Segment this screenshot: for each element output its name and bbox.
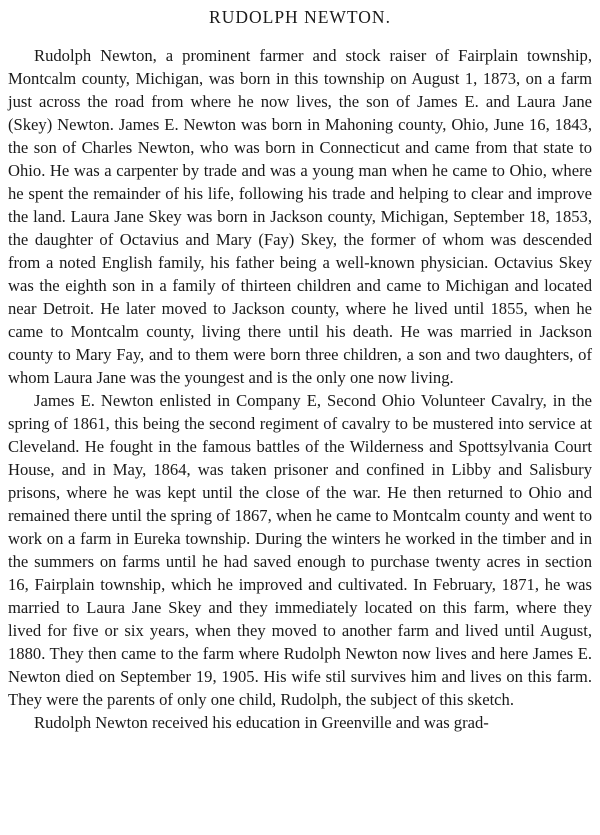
- document-page: [8, 6, 592, 734]
- page-title: RUDOLPH NEWTON.: [209, 7, 391, 27]
- paragraph-1: Rudolph Newton, a prominent farmer and stock raiser of Fairplain township, Montcalm county, Michigan, was born in this township on August 1, 1873, on a farm just across the road from where he now lives, the son of James E. and Laura Jane (Skey) Newton. James E. Newton was born in Mahoning county, Ohio, June 16, 1843, the son of Charles Newton, who was born in Connecticut and came from that state to Ohio. He was a carpenter by trade and was a young man when he came to Ohio, where he spent the remainder of his life, following his trade and helping to clear and improve the land. Laura Jane Skey was born in Jackson county, Michigan, September 18, 1853, the daughter of Octavius and Mary (Fay) Skey, the former of whom was descended from a noted English family, his father being a well-known physician. Octavius Skey was the eighth son in a family of thirteen children and came to Michigan and located near Detroit. He later moved to Jackson county, where he lived until 1855, when he came to Montcalm county, living there until his death. He was married in Jackson county to Mary Fay, and to them were born three children, a son and two daughters, of whom Laura Jane was the youngest and is the only one now living.: [8, 46, 592, 387]
- paragraph-2: James E. Newton enlisted in Company E, Second Ohio Volunteer Cavalry, in the spring of 1861, this being the second regiment of cavalry to be mustered into service at Cleveland. He fought in the famous battles of the Wilderness and Spottsylvania Court House, and in May, 1864, was taken prisoner and confined in Libby and Salisbury prisons, where he was kept until the close of the war. He then returned to Ohio and remained there until the spring of 1867, when he came to Montcalm county and went to work on a farm in Eureka township. During the winters he worked in the timber and in the summers on farms until he had saved enough to purchase twenty acres in section 16, Fairplain township, which he improved and cultivated. In February, 1871, he was married to Laura Jane Skey and they immediately located on this farm, where they lived for five or six years, when they moved to another farm and lived until August, 1880. They then came to the farm where Rudolph Newton now lives and here James E. Newton died on September 19, 1905. His wife stil survives him and lives on this farm. They were the parents of only one child, Rudolph, the subject of this sketch.: [8, 391, 592, 709]
- paragraph-3: Rudolph Newton received his education in Greenville and was grad-: [34, 713, 489, 732]
